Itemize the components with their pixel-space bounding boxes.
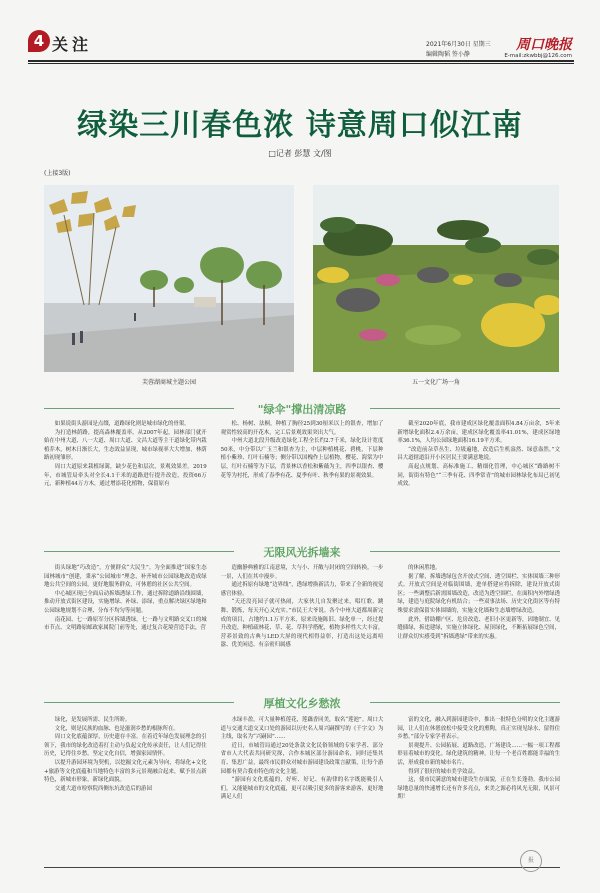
paragraph: 据了解，拆墙透绿包含开放式空间、透空围栏、实体围墙三种形式。开放式空间是对临街围墙，进单搭建应将拆除，建设开放式街区；一些调整后新需围墙改造，改造为透空围栏，在面积内外增绿透绿，建造与庭院绿化有机结合；一些双事法场、历史文化街区等有特殊要求需保留实体围墙的，实施文化墙和生态墙增绿改造。 <box>397 573 561 614</box>
heading-rule-right <box>370 702 560 703</box>
section-name: 关注 <box>52 35 93 54</box>
column <box>221 716 384 862</box>
section-body-3 <box>44 716 560 862</box>
column <box>44 716 207 862</box>
section-heading-text: 厚植文化乡愁浓 <box>263 697 341 710</box>
paper-logo: 周口晚报 <box>516 37 572 53</box>
heading-rule-right <box>370 551 560 552</box>
editor-credit: 编辑陶韬 签小静 <box>426 51 470 58</box>
paragraph: 得到了很好的城市美学效益。 <box>408 768 479 775</box>
paragraph: 街头绿地“巧改造”，方便群众“大民生”。为全面推进“国家生态园林城市”创建，秉承“公园城市”理念，补齐城市公园绿地改造成绿地公共空间的公园，更好地服务群众，可休憩的社区公共空间。 <box>44 565 207 589</box>
bottom-divider <box>44 867 560 868</box>
header-divider <box>28 60 574 62</box>
paragraph: 为打造林荫路，提高森林覆盖率，从2007年起，园林部门就开始在中州大道、八一大道、周口大道、文昌大道等主干道绿化带内栽植乔木，树木日渐长大，生态效益显现，城市绿视率大大增加，林荫路初现雏形。 <box>44 429 207 462</box>
issue-date: 2021年6月30日 星期三 <box>426 41 491 48</box>
garden-illustration <box>313 185 559 372</box>
paragraph: 中州大道北段升级改造绿化工程全长约2.7千米，绿化设计宽度50米，中分带以广玉兰和银杏为主，中层种植桃花、碧桃，下层种植小紫珍、红叶石楠等；侧分带以国槐作上层植物，樱花、海棠为中层，红叶石楠等为下层，背景林以香松和紫薇为主，四季以银杏、樱花等为衬托，形成了春季有花、夏季有叶、秋季有果的景观效果。 <box>220 438 384 479</box>
paragraph: 此外，借助棚户区、危房改造、老旧小区更新等，因地制宜、见缝插绿，拆违建绿，实施立体绿化、屋顶绿化，不断拓展绿色空间，让群众切实感受到“拆墙透绿”带来的实惠。 <box>397 616 561 640</box>
paragraph: 周口大道原来栽植绿篱，缺少花色和层次，景观效果差。2019年，市城管局牵头对全长4.1千米的道路进行提升改造，投资66万元，新种植44万方木，通过增添花化植物，保留原有 <box>44 463 207 488</box>
issue-meta <box>426 40 491 60</box>
paragraph: 周口文化底蕴深厚，历史遗存丰富。在着近年绿色发展理念的引领下，我市的绿化改造着打主动与负起文化传承责任，让人们记得住历史，记得住乡愁，坚定文化自信，增强家园情怀。 <box>44 734 207 758</box>
paragraph: “天还没亮园子就可热闹，大家伙儿自发聚过来，唱红歌、跳舞、锻炼，每天开心又充实。”市民王大爷说。各个中州大道都周新完成的项目，占地约1.1万平方米，原来设施陈旧、绿化单一，经过提升改造，种植疏林花、草、花、草科学搭配，植物多样性大大丰富，营养景致的古典与LED大屏的现代相得益彰，打造出这处远离喧嚣、优美闲适、有亲密归属感 <box>220 599 384 649</box>
paragraph: 截至2020年底，我市建成区绿化覆盖面积4.84万亩余，5年来新增绿化面积2.4万余亩，建成区绿化覆盖率41.01%，建成区绿地率36.1%，人均公园绿地面积16.19平方米。 <box>397 421 561 445</box>
paragraph: 交通大道市检察院西侧东坑改造后的游园 <box>54 785 152 792</box>
headline: 绿染三川春色浓 诗意周口似江南 <box>77 108 523 143</box>
photo-caption-garden: 五一文化广场一角 <box>411 379 460 386</box>
heading-rule-right <box>370 408 560 409</box>
garden-photo <box>313 185 559 372</box>
masthead <box>0 0 600 72</box>
section-heading-green-umbrella <box>44 400 560 418</box>
paragraph: 松、杨树、法桐，种植了胸径25到30厘米以上的银杏，增加了观赏性较高的开花木，完工后景观效果突出大气。 <box>220 421 384 436</box>
paragraph: “改造前杂草丛生、垃圾遍地，改造后生机盎然、绿意盎然。”文昌大道辖道沿开小区居民王要满意地说。 <box>397 446 561 462</box>
column <box>397 716 560 862</box>
paragraph: 水绿丰盈，可大量种植莲花，莲藕香同美，取名“莲池”。周口大道与交通大道交叉口处的游园以历史名人周兴嗣撰写的《千字文》为主线，取名为“兴嗣园”…… <box>220 717 384 741</box>
column <box>397 420 560 538</box>
section-heading-text: 无限风光拆墙来 <box>263 546 341 559</box>
paragraph: 富的文化，融入到游园建设中，推出一批特色分明的文化主题游园，让人们在休憩放松中接受文化的熏陶，真正实现见绿水、留得住乡愁。”部分专家学者表示。 <box>397 717 561 741</box>
paragraph: 近日，市城管局通过20处条款文化民俗领域的专家学者、部分省市人大代表共同研究探，合作本城区部分游园命名，同时还集其育、集思广益，最终市民群众对城市游园建设政策言献策，让每个游园都有契合我市特色的文化主题。 <box>220 742 384 775</box>
paragraph: 的休闲胜地。 <box>408 565 441 571</box>
paragraph: 景观提升、公园拓展、道路改造、广场建设……一幅一项工程都彰显着城市的变化。绿化建筑的精神，让每一个老百姓都能幸福的生活，形成我市新的城市名片。 <box>397 742 561 766</box>
section-body-1 <box>44 420 560 538</box>
paragraph: 通过拆原有绿地“边界线”，透绿增换新活力，带来了全新的视觉感官体验。 <box>220 582 384 597</box>
watermark-seal: 报 <box>520 850 542 872</box>
column <box>44 420 207 538</box>
column <box>44 564 207 686</box>
section-body-2 <box>44 564 560 686</box>
section-heading-wall-removal <box>44 543 560 561</box>
paragraph: 如果说街头游园是点缀，道路绿化则是城市绿化的骨架。 <box>54 421 190 427</box>
continued-note: (上接3版) <box>44 170 71 177</box>
column <box>221 420 384 538</box>
byline: □记者 彭慧 文/图 <box>268 149 332 158</box>
paragraph: 这，使市民满意的城市建设生存面貌，正在生长蓬勃。我市公园绿地总量的快速增长还有许多亮点，来美之源必将风光无限，风景可期！ <box>397 777 561 801</box>
section-heading-culture <box>44 694 560 712</box>
column <box>221 564 384 686</box>
paragraph: 以提升游园环境为契机，以挖掘文化元素为导向，将绿化+文化+旅游等文化底蕴和当地特色丰富的多元景观融合起来，赋予景点新特色，新城市形象，新绿化面貌。 <box>44 759 207 784</box>
editor-email: E-mail:zkwbbj@126.com <box>504 53 572 59</box>
paragraph: 南花园、七一路原军分区拆墙透绿，七一路与文明路交叉口的城市节点、文明路原邮政家属院门前等处，通过复合花境营造手法，营 <box>44 616 207 632</box>
column <box>397 564 560 686</box>
paragraph: 高起点规划、高标准施工、精细化管理，中心城区“路路树不同，街街有特色”“三季有花、四季常青”的城市园林绿化布局已初见成效。 <box>397 463 561 488</box>
park-illustration <box>44 185 294 372</box>
photo-caption-park: 芙蓉湖商城主题公园 <box>141 379 196 386</box>
park-photo <box>44 185 294 372</box>
paragraph: “游园有文化底蕴的，好听、好记、有韵律的名字既能吸引人们，又能能城市的文化底蕴，更可以吸引更多的游客来游客，更好地满足人们 <box>220 777 384 801</box>
section-heading-text: "绿伞"撑出清凉路 <box>257 403 347 416</box>
header-divider-thin <box>28 63 574 64</box>
paragraph: 造幽静典雅的江南意境，大与小、开敞与封闭的空间转换，一步一景，人们在其中漫步。 <box>220 565 384 580</box>
page-number-badge: 4 <box>28 30 50 52</box>
paragraph: 文化，则是民族的血脉、也是滋润乡愁的根脉所在。 <box>54 725 179 732</box>
paragraph: 绿化，是发展所需、民生所盼。 <box>54 717 131 723</box>
paragraph: 中心城区现已全面启动拆墙透绿工作，通过拆除道路沿线围墙，推动开放式街区建设，实施增绿、补绿、添绿，重点解决绿区绿地和公园绿地规划不合理、分布不均匀等问题。 <box>44 590 207 614</box>
